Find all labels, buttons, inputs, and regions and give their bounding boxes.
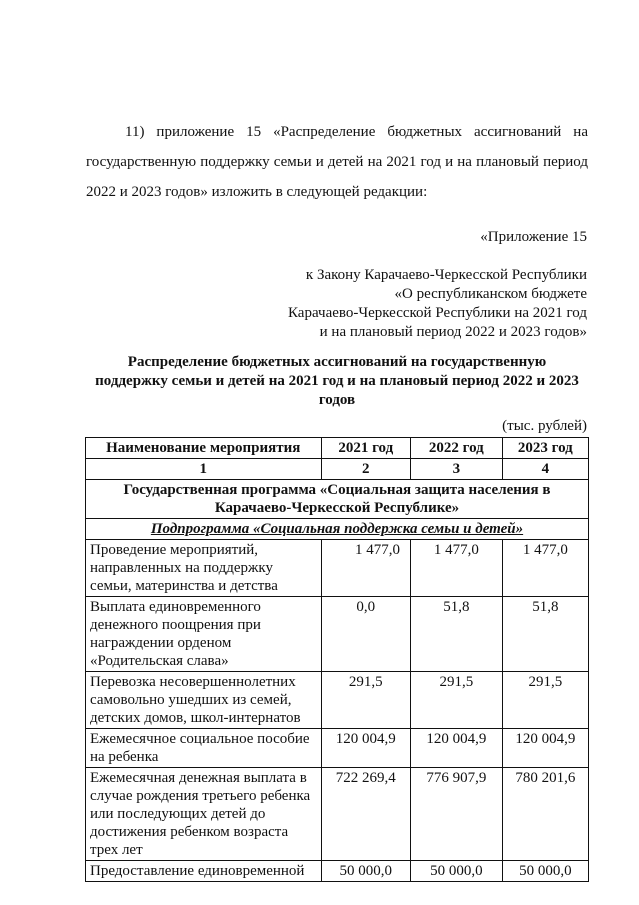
row-name-line: награждении орденом bbox=[90, 635, 232, 651]
program-row bbox=[86, 480, 589, 519]
program-title bbox=[86, 480, 589, 519]
column-number: 1 bbox=[86, 459, 322, 480]
value-2023: 291,5 bbox=[502, 672, 588, 729]
row-name bbox=[86, 597, 322, 672]
appendix-line: «О республиканском бюджете bbox=[394, 286, 587, 302]
intro-paragraph bbox=[86, 117, 588, 207]
value-2022: 291,5 bbox=[411, 672, 503, 729]
value-2021: 722 269,4 bbox=[321, 768, 411, 861]
column-number: 2 bbox=[321, 459, 411, 480]
value-2022: 1 477,0 bbox=[411, 540, 503, 597]
appendix-title: «Приложение 15 bbox=[480, 229, 587, 245]
intro-line-1: 11) приложение 15 «Распределение бюджетных ассигнований на bbox=[125, 124, 588, 140]
row-name-line: случае рождения третьего ребенка bbox=[90, 788, 311, 804]
row-name-line: семьи, материнства и детства bbox=[90, 578, 278, 594]
value-2021: 0,0 bbox=[321, 597, 411, 672]
heading-line: поддержку семьи и детей на 2021 год и на плановый период 2022 и 2023 bbox=[95, 373, 579, 389]
table-row bbox=[86, 672, 589, 729]
value-2023: 51,8 bbox=[502, 597, 588, 672]
table-row bbox=[86, 540, 589, 597]
row-name-line: Проведение мероприятий, bbox=[90, 542, 259, 558]
row-name-line: направленных на поддержку bbox=[90, 560, 273, 576]
intro-line-3: 2022 и 2023 годов» изложить в следующей редакции: bbox=[86, 184, 428, 200]
row-name bbox=[86, 540, 322, 597]
value-2022: 776 907,9 bbox=[411, 768, 503, 861]
row-name-line: Ежемесячное социальное пособие bbox=[90, 731, 310, 747]
appendix-line: и на плановый период 2022 и 2023 годов» bbox=[319, 324, 587, 340]
value-2022: 50 000,0 bbox=[411, 861, 503, 882]
row-name-line: самовольно ушедших из семей, bbox=[90, 692, 292, 708]
subprogram-title: Подпрограмма «Социальная поддержка семьи и детей» bbox=[86, 519, 589, 540]
value-2023: 780 201,6 bbox=[502, 768, 588, 861]
value-2021: 291,5 bbox=[321, 672, 411, 729]
table-row bbox=[86, 861, 589, 882]
units-label: (тыс. рублей) bbox=[502, 418, 587, 434]
value-2021: 1 477,0 bbox=[321, 540, 411, 597]
header-cell-name: Наименование мероприятия bbox=[86, 438, 322, 459]
value-2021: 120 004,9 bbox=[321, 729, 411, 768]
table-row bbox=[86, 768, 589, 861]
row-name-line: Предоставление единовременной bbox=[90, 863, 305, 879]
row-name-line: Перевозка несовершеннолетних bbox=[90, 674, 296, 690]
row-name-line: или последующих детей до bbox=[90, 806, 266, 822]
program-line: Карачаево-Черкесской Республике» bbox=[214, 500, 460, 516]
value-2021: 50 000,0 bbox=[321, 861, 411, 882]
value-2023: 1 477,0 bbox=[502, 540, 588, 597]
column-number: 3 bbox=[411, 459, 503, 480]
value-2022: 51,8 bbox=[411, 597, 503, 672]
program-line: Государственная программа «Социальная защита населения в bbox=[123, 482, 551, 498]
budget-table bbox=[85, 437, 589, 882]
row-name-line: Ежемесячная денежная выплата в bbox=[90, 770, 307, 786]
document-heading bbox=[86, 353, 588, 410]
header-cell-2023: 2023 год bbox=[502, 438, 588, 459]
row-name bbox=[86, 729, 322, 768]
header-cell-2021: 2021 год bbox=[321, 438, 411, 459]
value-2023: 120 004,9 bbox=[502, 729, 588, 768]
value-2022: 120 004,9 bbox=[411, 729, 503, 768]
row-name bbox=[86, 768, 322, 861]
intro-line-2: государственную поддержку семьи и детей на 2021 год и на плановый период bbox=[86, 154, 588, 170]
row-name-line: на ребенка bbox=[90, 749, 159, 765]
row-name-line: денежного поощрения при bbox=[90, 617, 261, 633]
heading-line: Распределение бюджетных ассигнований на государственную bbox=[127, 354, 547, 370]
appendix-line: к Закону Карачаево-Черкесской Республики bbox=[305, 267, 587, 283]
row-name-line: трех лет bbox=[90, 842, 143, 858]
row-name bbox=[86, 861, 322, 882]
value-2023: 50 000,0 bbox=[502, 861, 588, 882]
appendix-line: Карачаево-Черкесской Республики на 2021 год bbox=[288, 305, 587, 321]
row-name-line: Выплата единовременного bbox=[90, 599, 261, 615]
row-name-line: достижения ребенком возраста bbox=[90, 824, 289, 840]
column-number: 4 bbox=[502, 459, 588, 480]
row-name-line: детских домов, школ-интернатов bbox=[90, 710, 301, 726]
row-name-line: «Родительская слава» bbox=[90, 653, 229, 669]
table-header-row bbox=[86, 438, 589, 459]
header-cell-2022: 2022 год bbox=[411, 438, 503, 459]
subprogram-row bbox=[86, 519, 589, 540]
table-row bbox=[86, 729, 589, 768]
row-name bbox=[86, 672, 322, 729]
column-number-row bbox=[86, 459, 589, 480]
heading-line: годов bbox=[318, 392, 356, 408]
appendix-reference bbox=[288, 266, 587, 342]
table-row bbox=[86, 597, 589, 672]
